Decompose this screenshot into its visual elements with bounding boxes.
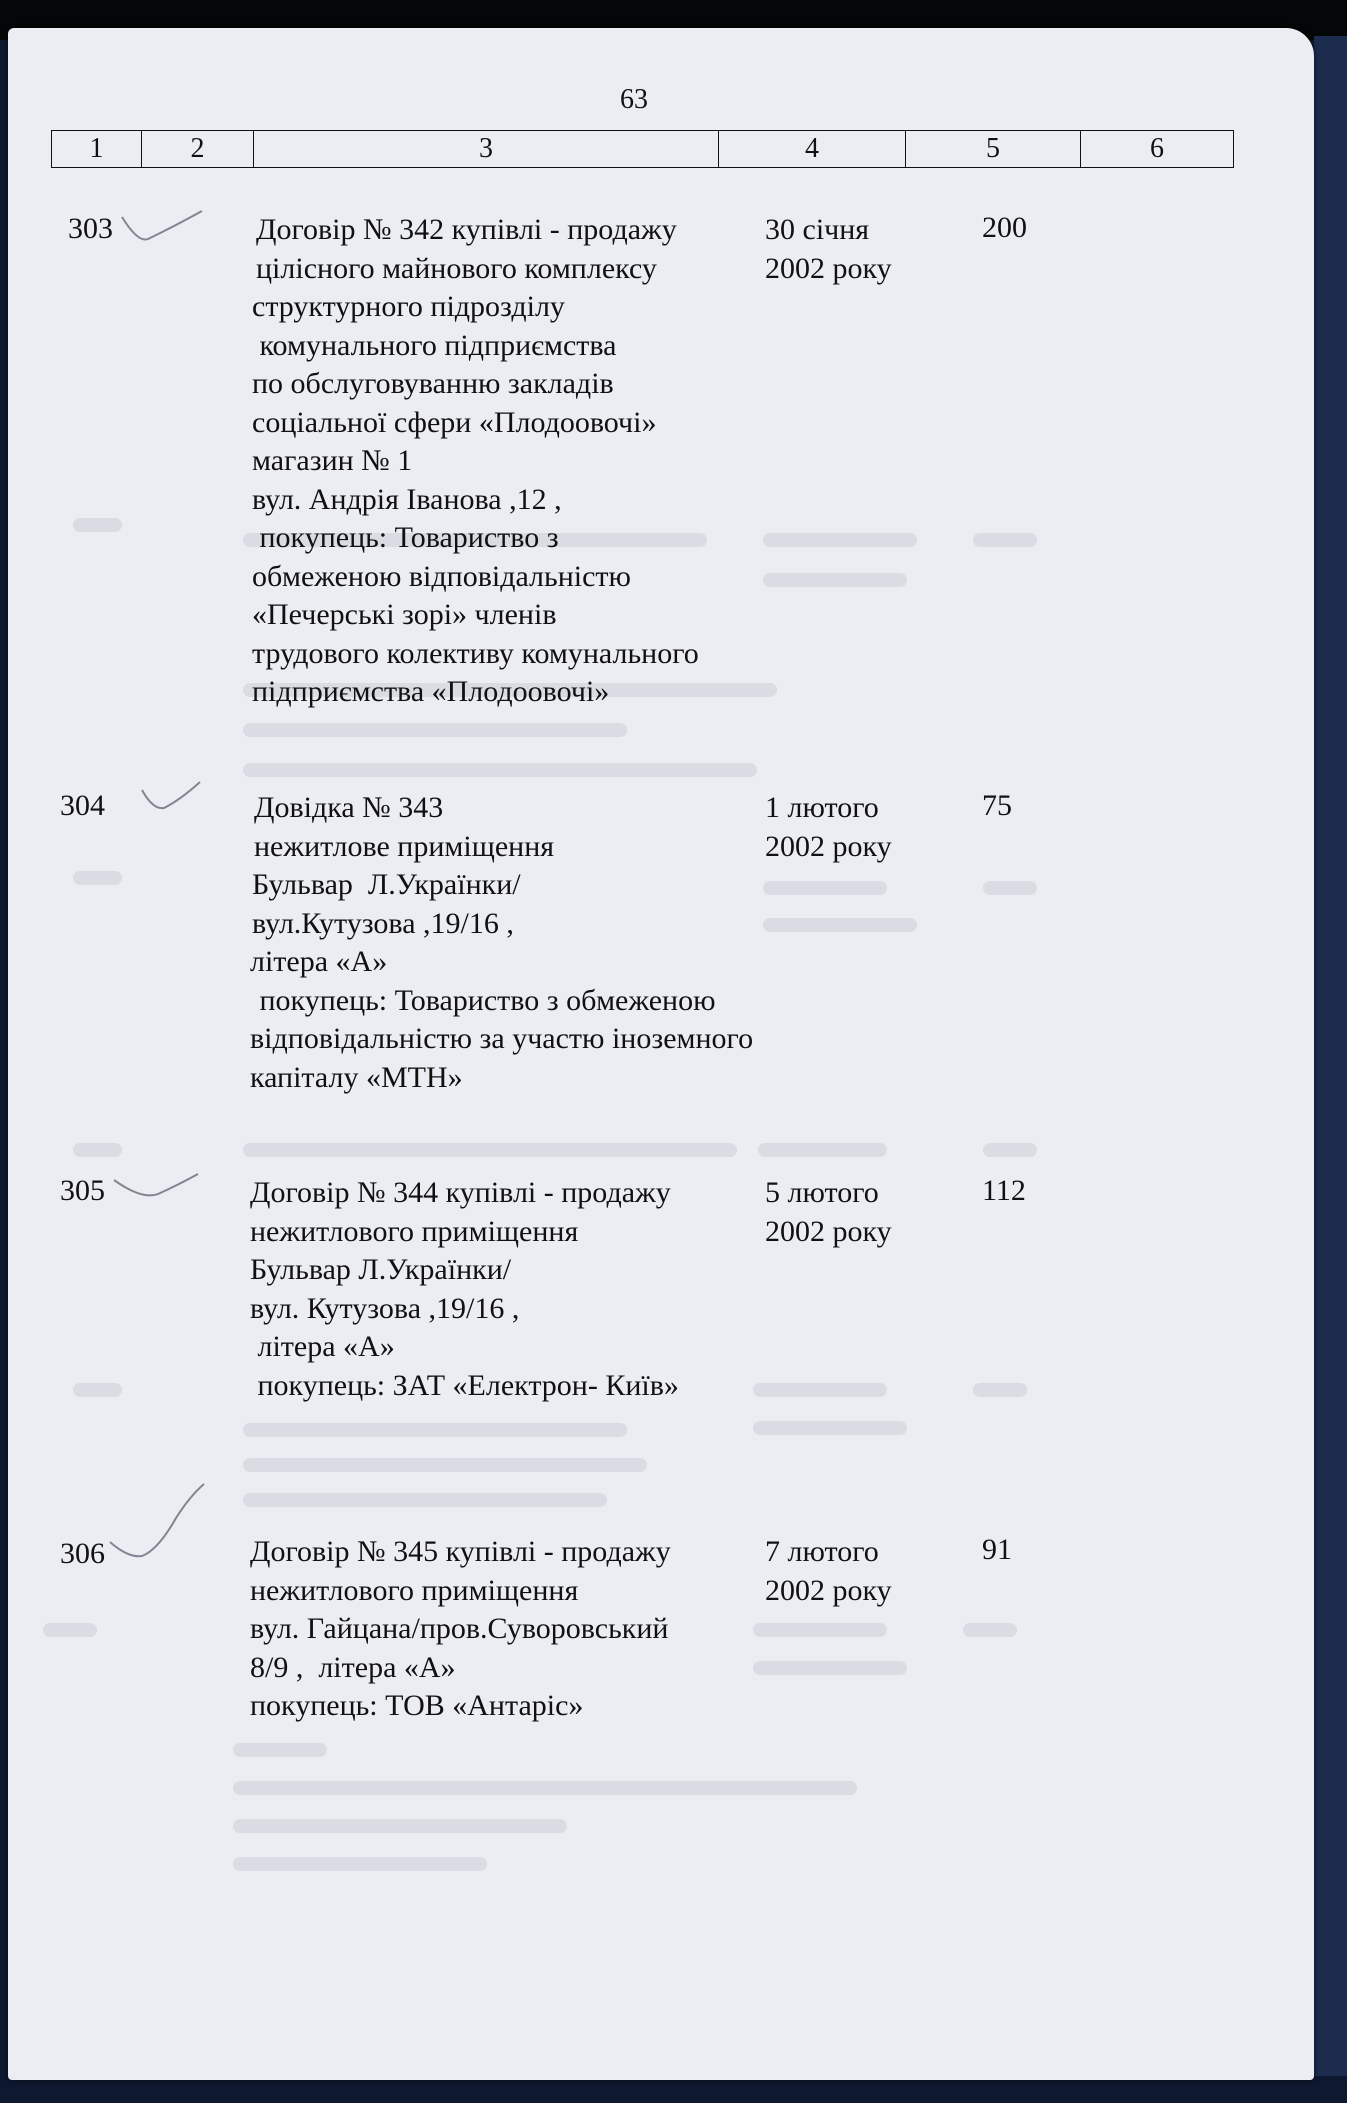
entry-description xyxy=(252,789,753,1097)
entry-value: 112 xyxy=(982,1174,1026,1207)
date-line: 30 січня xyxy=(765,213,870,246)
entry-value: 75 xyxy=(982,789,1012,822)
description-line: відповідальністю за участю іноземного xyxy=(250,1022,754,1055)
column-header-6: 6 xyxy=(1081,131,1234,168)
description-line: покупець: ТОВ «Антаріс» xyxy=(250,1689,584,1722)
date-line: 2002 року xyxy=(765,829,892,863)
entry-date xyxy=(765,211,892,288)
description-line: нежитлове приміщення xyxy=(254,829,555,863)
date-line: 2002 року xyxy=(765,1214,892,1248)
date-line: 2002 року xyxy=(765,1573,892,1607)
description-line: вул. Гайцана/пров.Суворовський xyxy=(250,1612,669,1645)
date-line: 2002 року xyxy=(765,251,892,285)
description-line: «Печерські зорі» членів xyxy=(252,598,557,631)
page-number: 63 xyxy=(620,84,648,115)
date-line: 5 лютого xyxy=(765,1176,879,1209)
date-line: 7 лютого xyxy=(765,1535,879,1568)
date-line: 1 лютого xyxy=(765,791,879,824)
description-line: Бульвар Л.Українки/ xyxy=(250,1253,512,1286)
entry-number: 304 xyxy=(60,789,105,822)
description-line: Бульвар Л.Українки/ xyxy=(252,868,521,901)
column-header-1: 1 xyxy=(52,131,142,168)
entry-number: 303 xyxy=(68,212,113,245)
description-line: Договір № 344 купівлі - продажу xyxy=(250,1176,671,1209)
description-line: по обслуговуванню закладів xyxy=(252,367,614,400)
entry-date xyxy=(765,1174,892,1251)
entry-value: 200 xyxy=(982,211,1027,244)
description-line: нежитлового приміщення xyxy=(250,1214,579,1248)
description-line: літера «А» xyxy=(250,1330,395,1363)
entry-number: 305 xyxy=(60,1174,105,1207)
description-line: вул. Андрія Іванова ,12 , xyxy=(252,482,562,516)
description-line: Довідка № 343 xyxy=(254,791,444,824)
description-line: нежитлового приміщення xyxy=(250,1573,579,1607)
description-line: соціальної сфери «Плодоовочі» xyxy=(252,405,657,439)
check-mark-icon xyxy=(138,778,208,828)
description-line: магазин № 1 xyxy=(252,444,413,477)
entry-description xyxy=(250,1533,671,1726)
description-line: комунального підприємства xyxy=(252,328,617,362)
check-mark-icon xyxy=(108,1480,208,1580)
description-line: трудового колективу комунального xyxy=(252,636,699,670)
column-header-3: 3 xyxy=(254,131,719,168)
check-mark-icon xyxy=(112,1170,202,1220)
column-header-5: 5 xyxy=(906,131,1081,168)
description-line: покупець: ЗАТ «Електрон- Київ» xyxy=(250,1368,679,1402)
description-line: Договір № 345 купівлі - продажу xyxy=(250,1535,671,1568)
entry-description xyxy=(250,1174,679,1405)
description-line: покупець: Товариство з обмеженою xyxy=(252,983,716,1017)
check-mark-icon xyxy=(118,205,208,255)
description-line: капіталу «МТН» xyxy=(250,1060,463,1094)
description-line: покупець: Товариство з xyxy=(252,521,559,554)
entry-value: 91 xyxy=(982,1533,1012,1566)
entry-number: 306 xyxy=(60,1537,105,1570)
description-line: цілісного майнового комплексу xyxy=(256,251,657,285)
entry-date xyxy=(765,789,892,866)
entry-date xyxy=(765,1533,892,1610)
description-line: вул.Кутузова ,19/16 , xyxy=(252,906,514,940)
description-line: підприємства «Плодоовочі» xyxy=(252,675,610,708)
description-line: вул. Кутузова ,19/16 , xyxy=(250,1291,520,1325)
entry-description xyxy=(252,211,699,712)
description-line: літера «А» xyxy=(250,945,388,978)
column-header-2: 2 xyxy=(142,131,254,168)
description-line: обмеженою відповідальністю xyxy=(252,559,631,593)
column-header-4: 4 xyxy=(719,131,906,168)
description-line: 8/9 , літера «А» xyxy=(250,1650,456,1684)
description-line: структурного підрозділу xyxy=(252,290,565,323)
description-line: Договір № 342 купівлі - продажу xyxy=(256,213,677,246)
